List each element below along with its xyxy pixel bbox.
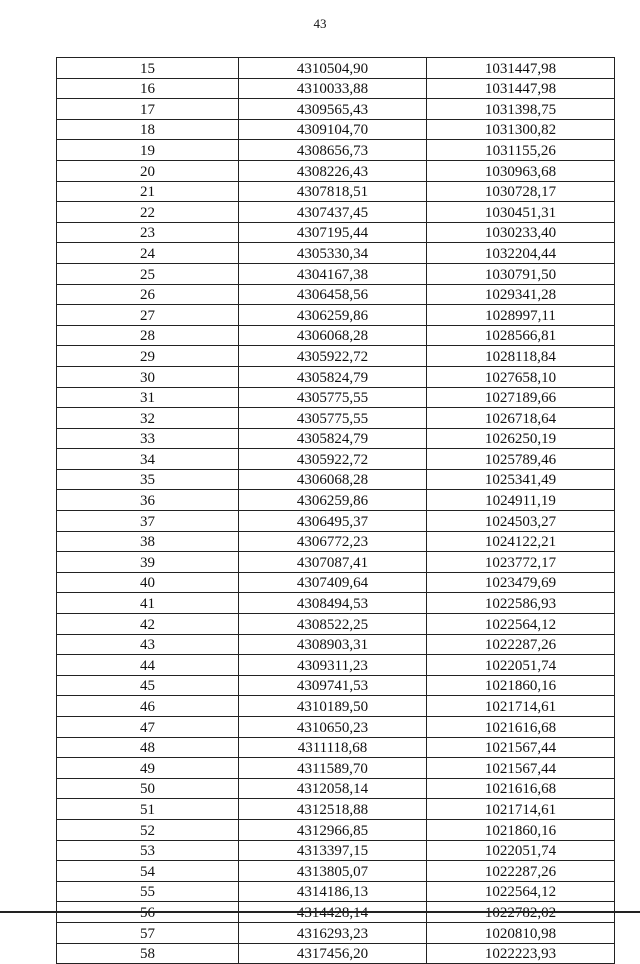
y-coordinate-cell: 1022564,12 [427, 614, 615, 635]
point-number-cell: 58 [57, 943, 239, 964]
table-row [57, 160, 615, 181]
table-row [57, 655, 615, 676]
point-number-cell: 22 [57, 202, 239, 223]
table-row [57, 469, 615, 490]
point-number-cell: 37 [57, 511, 239, 532]
table-row [57, 284, 615, 305]
x-coordinate-cell: 4313805,07 [239, 861, 427, 882]
x-coordinate-cell: 4311118,68 [239, 737, 427, 758]
table-row [57, 511, 615, 532]
x-coordinate-cell: 4305330,34 [239, 243, 427, 264]
point-number-cell: 24 [57, 243, 239, 264]
x-coordinate-cell: 4305922,72 [239, 346, 427, 367]
x-coordinate-cell: 4310650,23 [239, 717, 427, 738]
y-coordinate-cell: 1032204,44 [427, 243, 615, 264]
table-row [57, 675, 615, 696]
table-row [57, 366, 615, 387]
coordinates-table [56, 57, 615, 964]
x-coordinate-cell: 4308494,53 [239, 593, 427, 614]
table-row [57, 490, 615, 511]
point-number-cell: 23 [57, 222, 239, 243]
point-number-cell: 45 [57, 675, 239, 696]
y-coordinate-cell: 1031447,98 [427, 78, 615, 99]
y-coordinate-cell: 1022586,93 [427, 593, 615, 614]
y-coordinate-cell: 1025789,46 [427, 449, 615, 470]
x-coordinate-cell: 4308522,25 [239, 614, 427, 635]
y-coordinate-cell: 1021860,16 [427, 675, 615, 696]
point-number-cell: 46 [57, 696, 239, 717]
point-number-cell: 16 [57, 78, 239, 99]
table-row [57, 614, 615, 635]
x-coordinate-cell: 4307437,45 [239, 202, 427, 223]
point-number-cell: 26 [57, 284, 239, 305]
table-row [57, 922, 615, 943]
table-row [57, 243, 615, 264]
point-number-cell: 48 [57, 737, 239, 758]
point-number-cell: 27 [57, 305, 239, 326]
point-number-cell: 57 [57, 922, 239, 943]
table-row [57, 325, 615, 346]
point-number-cell: 52 [57, 819, 239, 840]
point-number-cell: 32 [57, 408, 239, 429]
y-coordinate-cell: 1030728,17 [427, 181, 615, 202]
x-coordinate-cell: 4308656,73 [239, 140, 427, 161]
point-number-cell: 18 [57, 119, 239, 140]
y-coordinate-cell: 1031447,98 [427, 58, 615, 79]
point-number-cell: 44 [57, 655, 239, 676]
table-row [57, 449, 615, 470]
x-coordinate-cell: 4307818,51 [239, 181, 427, 202]
table-row [57, 181, 615, 202]
x-coordinate-cell: 4309565,43 [239, 99, 427, 120]
y-coordinate-cell: 1022051,74 [427, 840, 615, 861]
x-coordinate-cell: 4305775,55 [239, 387, 427, 408]
x-coordinate-cell: 4312518,88 [239, 799, 427, 820]
table-row [57, 119, 615, 140]
table-row [57, 263, 615, 284]
point-number-cell: 35 [57, 469, 239, 490]
y-coordinate-cell: 1022287,26 [427, 634, 615, 655]
point-number-cell: 34 [57, 449, 239, 470]
x-coordinate-cell: 4307409,64 [239, 572, 427, 593]
y-coordinate-cell: 1027658,10 [427, 366, 615, 387]
table-row [57, 572, 615, 593]
table-row [57, 717, 615, 738]
y-coordinate-cell: 1030233,40 [427, 222, 615, 243]
table-row [57, 202, 615, 223]
x-coordinate-cell: 4310189,50 [239, 696, 427, 717]
x-coordinate-cell: 4306068,28 [239, 469, 427, 490]
table-row [57, 531, 615, 552]
y-coordinate-cell: 1022564,12 [427, 881, 615, 902]
point-number-cell: 20 [57, 160, 239, 181]
table-row [57, 428, 615, 449]
y-coordinate-cell: 1030963,68 [427, 160, 615, 181]
point-number-cell: 49 [57, 758, 239, 779]
x-coordinate-cell: 4305922,72 [239, 449, 427, 470]
x-coordinate-cell: 4312966,85 [239, 819, 427, 840]
table-row [57, 758, 615, 779]
x-coordinate-cell: 4316293,23 [239, 922, 427, 943]
x-coordinate-cell: 4304167,38 [239, 263, 427, 284]
table-row [57, 737, 615, 758]
y-coordinate-cell: 1028118,84 [427, 346, 615, 367]
table-row [57, 78, 615, 99]
point-number-cell: 28 [57, 325, 239, 346]
point-number-cell: 31 [57, 387, 239, 408]
page-bottom-edge [0, 911, 640, 913]
y-coordinate-cell: 1026250,19 [427, 428, 615, 449]
x-coordinate-cell: 4307087,41 [239, 552, 427, 573]
point-number-cell: 39 [57, 552, 239, 573]
y-coordinate-cell: 1022051,74 [427, 655, 615, 676]
point-number-cell: 42 [57, 614, 239, 635]
table-row [57, 552, 615, 573]
table-row [57, 778, 615, 799]
y-coordinate-cell: 1021616,68 [427, 717, 615, 738]
y-coordinate-cell: 1030451,31 [427, 202, 615, 223]
point-number-cell: 36 [57, 490, 239, 511]
x-coordinate-cell: 4305824,79 [239, 366, 427, 387]
point-number-cell: 17 [57, 99, 239, 120]
point-number-cell: 47 [57, 717, 239, 738]
x-coordinate-cell: 4309104,70 [239, 119, 427, 140]
x-coordinate-cell: 4307195,44 [239, 222, 427, 243]
y-coordinate-cell: 1025341,49 [427, 469, 615, 490]
y-coordinate-cell: 1021714,61 [427, 696, 615, 717]
point-number-cell: 30 [57, 366, 239, 387]
table-row [57, 840, 615, 861]
y-coordinate-cell: 1026718,64 [427, 408, 615, 429]
y-coordinate-cell: 1030791,50 [427, 263, 615, 284]
table-row [57, 696, 615, 717]
x-coordinate-cell: 4308226,43 [239, 160, 427, 181]
point-number-cell: 55 [57, 881, 239, 902]
y-coordinate-cell: 1028566,81 [427, 325, 615, 346]
table-row [57, 593, 615, 614]
point-number-cell: 21 [57, 181, 239, 202]
point-number-cell: 19 [57, 140, 239, 161]
point-number-cell: 29 [57, 346, 239, 367]
y-coordinate-cell: 1020810,98 [427, 922, 615, 943]
y-coordinate-cell: 1023479,69 [427, 572, 615, 593]
point-number-cell: 43 [57, 634, 239, 655]
table-row [57, 943, 615, 964]
point-number-cell: 38 [57, 531, 239, 552]
point-number-cell: 54 [57, 861, 239, 882]
y-coordinate-cell: 1022287,26 [427, 861, 615, 882]
y-coordinate-cell: 1027189,66 [427, 387, 615, 408]
y-coordinate-cell: 1021860,16 [427, 819, 615, 840]
x-coordinate-cell: 4305824,79 [239, 428, 427, 449]
table-row [57, 140, 615, 161]
table-row [57, 819, 615, 840]
table-row [57, 881, 615, 902]
x-coordinate-cell: 4306259,86 [239, 305, 427, 326]
table-row [57, 305, 615, 326]
table-row [57, 634, 615, 655]
table-row [57, 222, 615, 243]
table-row [57, 799, 615, 820]
x-coordinate-cell: 4309311,23 [239, 655, 427, 676]
point-number-cell: 50 [57, 778, 239, 799]
x-coordinate-cell: 4306259,86 [239, 490, 427, 511]
table-row [57, 408, 615, 429]
x-coordinate-cell: 4310504,90 [239, 58, 427, 79]
x-coordinate-cell: 4314186,13 [239, 881, 427, 902]
x-coordinate-cell: 4310033,88 [239, 78, 427, 99]
y-coordinate-cell: 1022223,93 [427, 943, 615, 964]
point-number-cell: 40 [57, 572, 239, 593]
x-coordinate-cell: 4317456,20 [239, 943, 427, 964]
table-row [57, 861, 615, 882]
y-coordinate-cell: 1021616,68 [427, 778, 615, 799]
x-coordinate-cell: 4309741,53 [239, 675, 427, 696]
y-coordinate-cell: 1021714,61 [427, 799, 615, 820]
x-coordinate-cell: 4313397,15 [239, 840, 427, 861]
point-number-cell: 41 [57, 593, 239, 614]
table-row [57, 58, 615, 79]
y-coordinate-cell: 1023772,17 [427, 552, 615, 573]
table-row [57, 346, 615, 367]
coordinates-table-body [57, 58, 615, 964]
page-number: 43 [313, 16, 327, 31]
y-coordinate-cell: 1031300,82 [427, 119, 615, 140]
y-coordinate-cell: 1031398,75 [427, 99, 615, 120]
point-number-cell: 15 [57, 58, 239, 79]
x-coordinate-cell: 4311589,70 [239, 758, 427, 779]
y-coordinate-cell: 1024503,27 [427, 511, 615, 532]
x-coordinate-cell: 4305775,55 [239, 408, 427, 429]
point-number-cell: 25 [57, 263, 239, 284]
y-coordinate-cell: 1021567,44 [427, 758, 615, 779]
x-coordinate-cell: 4306772,23 [239, 531, 427, 552]
x-coordinate-cell: 4306495,37 [239, 511, 427, 532]
y-coordinate-cell: 1031155,26 [427, 140, 615, 161]
y-coordinate-cell: 1024122,21 [427, 531, 615, 552]
point-number-cell: 33 [57, 428, 239, 449]
table-row [57, 99, 615, 120]
y-coordinate-cell: 1021567,44 [427, 737, 615, 758]
y-coordinate-cell: 1028997,11 [427, 305, 615, 326]
point-number-cell: 53 [57, 840, 239, 861]
y-coordinate-cell: 1024911,19 [427, 490, 615, 511]
point-number-cell: 51 [57, 799, 239, 820]
x-coordinate-cell: 4306068,28 [239, 325, 427, 346]
x-coordinate-cell: 4312058,14 [239, 778, 427, 799]
x-coordinate-cell: 4306458,56 [239, 284, 427, 305]
table-row [57, 387, 615, 408]
x-coordinate-cell: 4308903,31 [239, 634, 427, 655]
y-coordinate-cell: 1029341,28 [427, 284, 615, 305]
